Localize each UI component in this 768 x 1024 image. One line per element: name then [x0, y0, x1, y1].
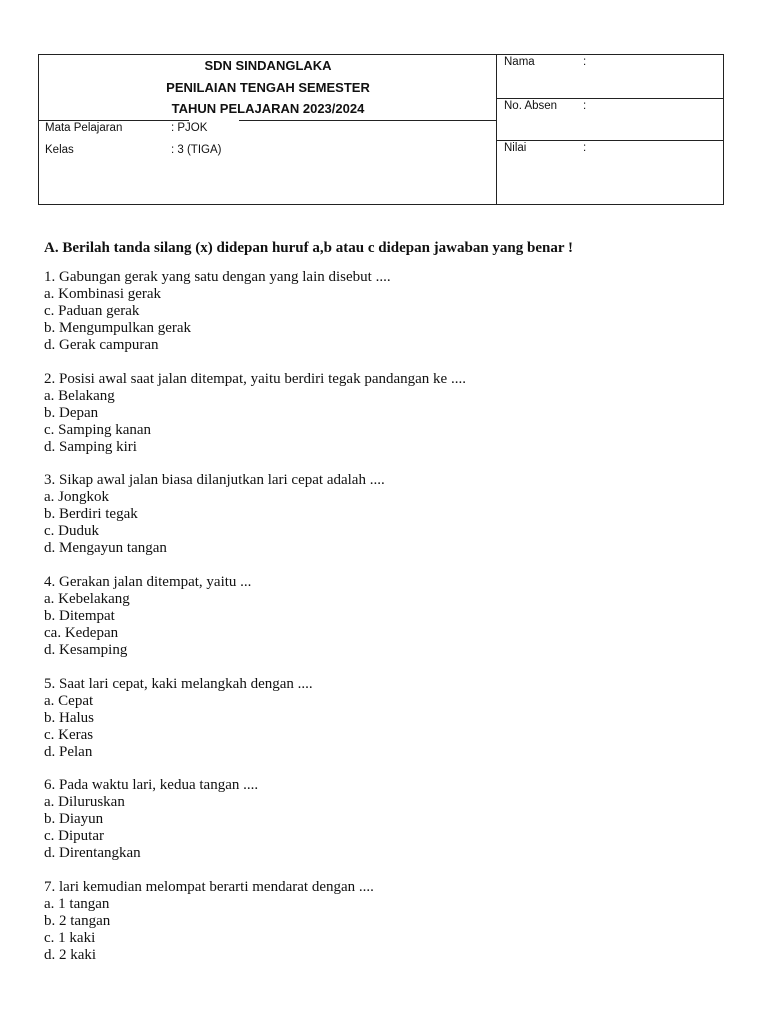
header-table — [38, 54, 724, 205]
answer-option[interactable]: c. Diputar — [44, 828, 104, 845]
nilai-colon: : — [583, 142, 587, 154]
answer-option[interactable]: c. 1 kaki — [44, 930, 96, 947]
question-4 — [44, 574, 744, 659]
answer-option[interactable]: d. Gerak campuran — [44, 337, 159, 353]
school-name: SDN SINDANGLAKA — [204, 58, 332, 73]
question-1 — [44, 269, 744, 354]
answer-option[interactable]: d. Samping kiri — [44, 438, 137, 455]
class-label: Kelas — [45, 144, 74, 156]
question-5 — [44, 676, 744, 761]
absen-label: No. Absen — [504, 100, 558, 112]
student-info-cell — [497, 55, 723, 204]
class-value: : 3 (TIGA) — [171, 144, 222, 156]
answer-option[interactable]: b. Halus — [44, 709, 94, 726]
answer-option[interactable]: b. Depan — [44, 404, 99, 421]
subject-value: : PJOK — [171, 122, 208, 134]
question-7 — [44, 879, 744, 964]
answer-option[interactable]: d. Pelan — [44, 743, 93, 760]
question-text: 1. Gabungan gerak yang satu dengan yang lain disebut .... — [44, 269, 391, 285]
absen-colon: : — [583, 100, 587, 112]
header-divider — [39, 120, 497, 121]
subject-label: Mata Pelajaran — [45, 122, 123, 134]
question-3 — [44, 472, 744, 557]
answer-option[interactable]: d. Kesamping — [44, 642, 128, 659]
question-2 — [44, 371, 744, 456]
question-text: 5. Saat lari cepat, kaki melangkah dengan .... — [44, 675, 313, 692]
exam-title: PENILAIAN TENGAH SEMESTER — [166, 80, 370, 95]
answer-option[interactable]: d. 2 kaki — [44, 947, 97, 964]
answer-option[interactable]: ca. Kedepan — [44, 625, 119, 642]
answer-option[interactable]: b. Ditempat — [44, 608, 115, 625]
name-field[interactable] — [497, 55, 723, 99]
question-text: 4. Gerakan jalan ditempat, yaitu ... — [44, 574, 252, 591]
question-text: 6. Pada waktu lari, kedua tangan .... — [44, 777, 259, 794]
answer-option[interactable]: a. Jongkok — [44, 489, 109, 506]
answer-option[interactable]: c. Duduk — [44, 523, 99, 540]
answer-option[interactable]: a. 1 tangan — [44, 896, 110, 913]
nilai-label: Nilai — [504, 142, 527, 154]
answer-option[interactable]: a. Kebelakang — [44, 591, 130, 608]
answer-option[interactable]: a. Cepat — [44, 692, 94, 709]
answer-option[interactable]: b. Mengumpulkan gerak — [44, 320, 192, 336]
subject-row — [45, 122, 207, 134]
instruction: A. Berilah tanda silang (x) didepan huruf a,b atau c didepan jawaban yang benar ! — [44, 240, 573, 256]
answer-option[interactable]: a. Kombinasi gerak — [44, 286, 162, 302]
answer-option[interactable]: c. Samping kanan — [44, 421, 152, 438]
name-colon: : — [583, 56, 587, 68]
answer-option[interactable]: b. Diayun — [44, 811, 104, 828]
question-text: 7. lari kemudian melompat berarti mendarat dengan .... — [44, 879, 374, 896]
school-info-cell — [39, 55, 497, 204]
quiz-content — [44, 240, 744, 981]
answer-option[interactable]: a. Diluruskan — [44, 794, 125, 811]
answer-option[interactable]: d. Direntangkan — [44, 845, 141, 862]
answer-option[interactable]: c. Paduan gerak — [44, 303, 140, 319]
absen-field[interactable] — [497, 99, 723, 141]
question-text: 2. Posisi awal saat jalan ditempat, yaitu berdiri tegak pandangan ke .... — [44, 370, 466, 387]
question-6 — [44, 777, 744, 862]
answer-option[interactable]: b. 2 tangan — [44, 913, 111, 930]
class-row — [45, 144, 221, 156]
answer-option[interactable]: a. Belakang — [44, 387, 115, 404]
nilai-field[interactable] — [497, 141, 723, 204]
answer-option[interactable]: c. Keras — [44, 726, 94, 743]
answer-option[interactable]: b. Berdiri tegak — [44, 506, 138, 523]
name-label: Nama — [504, 56, 535, 68]
academic-year: TAHUN PELAJARAN 2023/2024 — [171, 101, 365, 116]
answer-option[interactable]: d. Mengayun tangan — [44, 540, 167, 557]
question-text: 3. Sikap awal jalan biasa dilanjutkan lari cepat adalah .... — [44, 472, 385, 489]
